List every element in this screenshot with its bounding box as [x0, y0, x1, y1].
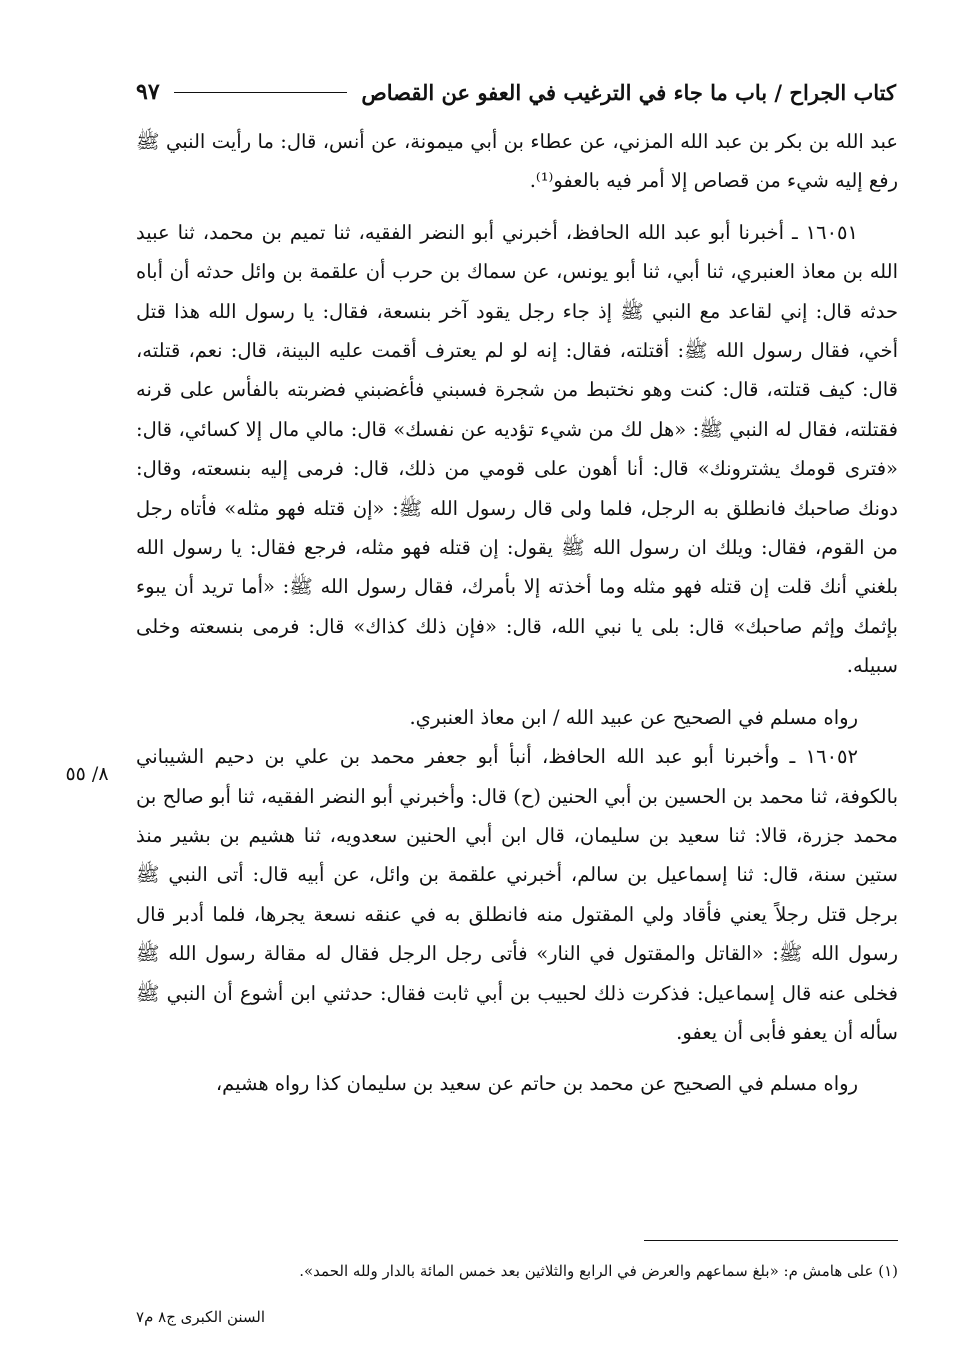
header-rule	[174, 92, 348, 93]
paragraph-riwaya-2: رواه مسلم في الصحيح عن محمد بن حاتم عن سعيد بن سليمان كذا رواه هشيم،	[215, 1072, 858, 1096]
running-header	[136, 72, 896, 112]
paragraph-hadith-16051: ١٦٠٥١ ـ أخبرنا أبو عبد الله الحافظ، أخبرني أبو النضر الفقيه، ثنا تميم بن محمد، ثنا عبيد الله بن معاذ العنبري، ثنا أبي، ثنا أبو يونس، عن سماك بن حرب أن علقمة بن وائل حدثه أن أباه حدثه قال: إني لقاعد مع النبي ﷺ إذ جاء رجل يقود آخر بنسعة، فقال: يا رسول الله هذا قتل أخي، فقال رسول الله ﷺ: أقتلته، فقال: إنه لو لم يعترف أقمت عليه البينة، قال: نعم، قتلته، قال: كيف قتلته، قال: كنت وهو نختبط من شجرة فسبني فأغضبني فضربته بالفأس على قرنه فقتلته، فقال له النبي ﷺ: «هل لك من شيء تؤديه عن نفسك» قال: مالي مال إلا كسائي، قال: «فترى قومك يشترونك» قال: أنا أهون على قومي من ذلك، قال: فرمى إليه بنسعته، وقال: دونك صاحبك فانطلق به الرجل، فلما ولى قال رسول الله ﷺ: «إن قتله فهو مثله» فأتاه رجل من القوم، فقال: ويلك ان رسول الله ﷺ يقول: إن قتله فهو مثله، فرجع فقال: يا رسول الله بلغني أنك قلت إن قتله فهو مثله وما أخذته إلا بأمرك، فقال رسول الله ﷺ: «أما تريد أن يبوء بإثمك وإثم صاحبك» قال: بلى يا نبي الله، قال: «فإن ذلك كذاك» قال: فرمى بنسعته وخلى سبيله.	[136, 220, 898, 678]
print-signature	[136, 1305, 898, 1329]
page-number: ٩٧	[136, 79, 160, 105]
footnote: (١) على هامش م: «بلغ سماعهم والعرض في الرابع والثلاثين بعد خمس المائة بالدار ولله الحمد».	[299, 1262, 898, 1280]
header-title: كتاب الجراح / باب ما جاء في الترغيب في العفو عن القصاص	[361, 79, 896, 105]
footnote-divider	[644, 1240, 898, 1241]
main-text	[136, 122, 898, 1104]
paragraph-continuation: عبد الله بن بكر بن عبد الله المزني، عن عطاء بن أبي ميمونة، عن أنس، قال: ما رأيت النبي ﷺ رفع إليه شيء من قصاص إلا أمر فيه بالعفو⁽¹⁾.	[136, 130, 898, 193]
paragraph-hadith-16052: ١٦٠٥٢ ـ وأخبرنا أبو عبد الله الحافظ، أنبأ أبو جعفر محمد بن علي بن دحيم الشيباني بالكوفة، ثنا محمد بن الحسين بن أبي الحنين (ح) قال: وأخبرني أبو النضر الفقيه، ثنا أبو صالح بن محمد جزرة، قالا: ثنا سعيد بن سليمان، قال ابن أبي الحنين سعدويه، ثنا هشيم بن بشير منذ ستين سنة، قال: ثنا إسماعيل بن سالم، أخبرني علقمة بن وائل، عن أبيه قال: أتى النبي ﷺ برجل قتل رجلاً يعني فأقاد ولي المقتول منه فانطلق به في عنقه نسعة يجرها، فلما أدبر قال رسول الله ﷺ: «القاتل والمقتول في النار» فأتى رجل الرجل فقال له مقالة رسول الله ﷺ فخلى عنه قال إسماعيل: فذكرت ذلك لحبيب بن أبي ثابت فقال: حدثني ابن أشوع أن النبي ﷺ سأله أن يعفو فأبى أن يعفو.	[136, 745, 898, 1044]
margin-reference: ٨/ ٥٥	[65, 763, 109, 785]
signature-text: السنن الكبرى ج٨ م٧	[136, 1308, 266, 1326]
paragraph-riwaya-1: رواه مسلم في الصحيح عن عبيد الله / ابن معاذ العنبري.	[409, 705, 858, 729]
